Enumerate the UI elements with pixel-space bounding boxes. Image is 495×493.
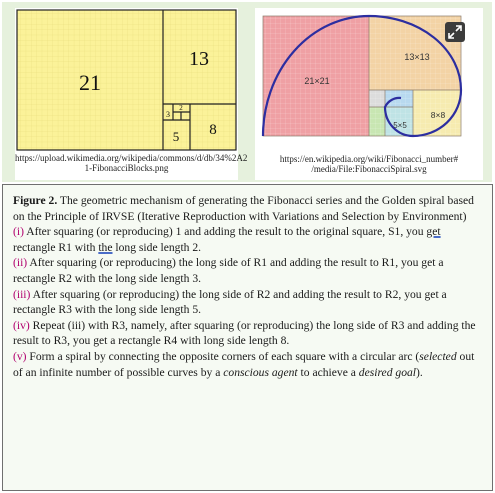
fibonacci-blocks-figure: [15, 8, 238, 153]
step-i: (i) After squaring (or reproducing) 1 and adding the result to the original square, S1, you get rectangle R1 with the long side length 2.: [13, 225, 441, 254]
figure-title: Figure 2. The geometric mechanism of generating the Fibonacci series and the Golden spiral based on the Principle of IRVSE (Iterative Reproduction with Variations and Selection by Environment): [13, 194, 474, 223]
fibonacci-spiral-image: [255, 8, 483, 180]
step-i-number: (i): [13, 225, 24, 239]
square-2-label: 2: [179, 104, 183, 112]
expand-image-button[interactable]: [445, 22, 465, 42]
figure-label: Figure 2.: [13, 194, 58, 207]
square-21-label: 21: [79, 70, 101, 95]
image-source-url[interactable]: https://en.wikipedia.org/wiki/Fibonacci_number# /media/File:FibonacciSpiral.svg: [279, 154, 459, 174]
square-5-label: 5: [172, 129, 180, 144]
square-13-label: 13: [189, 48, 209, 70]
square-8-label: 8: [209, 122, 217, 138]
step-iv-number: (iv): [13, 318, 30, 332]
step-ii-number: (ii): [13, 256, 28, 270]
square-8x8-label: 8×8: [430, 110, 446, 120]
step-ii: (ii) After squaring (or reproducing) the long side of R1 and adding the result to R1, you get a rectangle R2 with the long side length 3.: [13, 256, 444, 285]
image-source-url[interactable]: https://upload.wikimedia.org/wikipedia/commons/d/db/34%2A2 1-FibonacciBlocks.png: [15, 153, 248, 173]
step-v: (v) Form a spiral by connecting the opposite corners of each square with a circular arc (selected out of an infinite number of possible curves by a conscious agent to achieve a desired goal).: [13, 349, 475, 379]
image-panel: [2, 2, 492, 182]
figure-caption-box: [2, 184, 493, 491]
square-3-label: 3: [166, 110, 170, 119]
fibonacci-blocks-image: [15, 8, 248, 180]
step-iv: (iv) Repeat (iii) with R3, namely, after squaring (or reproducing) the long side of R3 and adding the result to R3, you get a rectangle R4 with long side length 8.: [13, 318, 476, 348]
square-21x21-label: 21×21: [304, 76, 330, 86]
expand-icon: [445, 22, 465, 42]
step-iii-number: (iii): [13, 287, 31, 301]
step-v-number: (v): [13, 349, 27, 363]
step-iii: (iii) After squaring (or reproducing) the long side of R2 and adding the result to R2, you get a rectangle R3 with the long side length 5.: [13, 287, 447, 317]
square-5x5-label: 5×5: [393, 121, 407, 130]
figure-caption-text: [13, 193, 483, 380]
square-13x13-label: 13×13: [404, 52, 430, 62]
